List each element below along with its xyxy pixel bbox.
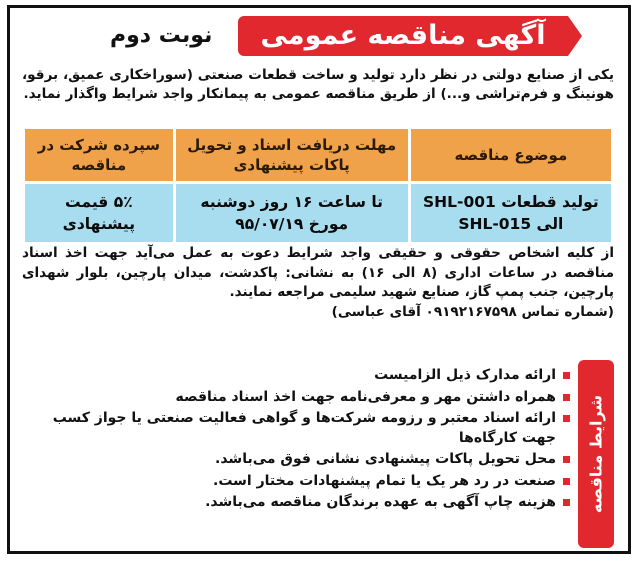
condition-text: هزینه چاپ آگهی به عهده برندگان مناقصه می‌باشد.: [205, 494, 556, 510]
list-item: [22, 409, 570, 448]
bullet-icon: [563, 478, 570, 485]
conditions-side-label: [578, 360, 614, 548]
table-header-row: [25, 129, 611, 181]
bullet-icon: [563, 372, 570, 379]
condition-text: ارائه اسناد معتبر و رزومه شرکت‌ها و گواهی فعالیت صنعتی یا جواز کسب جهت کارگاه‌ها: [52, 410, 556, 446]
ad-header: [88, 14, 568, 58]
condition-text: ارائه مدارک ذیل الزامیست: [374, 367, 556, 383]
bullet-icon: [563, 456, 570, 463]
list-item: [22, 450, 570, 470]
conditions-list: [22, 366, 570, 515]
bullet-icon: [563, 394, 570, 401]
invitation-paragraph: [22, 244, 614, 322]
condition-text: صنعت در رد هر یک یا تمام پیشنهادات مختار است.: [213, 472, 556, 489]
list-item: [22, 472, 570, 492]
cell-deposit: ۵٪ قیمت پیشنهادی: [25, 184, 173, 242]
tender-table: [22, 126, 614, 245]
col-deposit-header: سپرده شرکت در مناقصه: [25, 129, 173, 181]
invitation-text: از کلیه اشخاص حقوقی و حقیقی واجد شرایط دعوت به عمل می‌آید جهت اخذ اسناد مناقصه در ساعات اداری (۸ الی ۱۶) به نشانی: پاکدشت، میدان پارچین، بلوار شهدای پارچین، جنب پمپ گاز، صنایع شهید سلیمی مراجعه نمایند.: [22, 245, 614, 300]
table-row: [25, 184, 611, 242]
condition-text: همراه داشتن مهر و معرفی‌نامه جهت اخذ اسناد مناقصه: [175, 388, 556, 405]
list-item: [22, 388, 570, 408]
bullet-icon: [563, 415, 570, 422]
bullet-icon: [563, 499, 570, 506]
publication-turn: نوبت دوم: [110, 23, 213, 48]
condition-text: محل تحویل پاکات پیشنهادی نشانی فوق می‌باشد.: [215, 451, 556, 467]
col-subject-header: موضوع مناقصه: [411, 129, 611, 181]
ad-title: آگهی مناقصه عمومی: [238, 16, 568, 56]
list-item: [22, 366, 570, 386]
intro-paragraph: یکی از صنایع دولتی در نظر دارد تولید و ساخت قطعات صنعتی (سوراخکاری عمیق، برقو، هونینگ و فرم‌تراشی و...) از طریق مناقصه عمومی به پیمانکار واجد شرایط واگذار نماید.: [22, 67, 614, 102]
list-item: [22, 493, 570, 513]
ad-frame: [7, 5, 631, 554]
conditions-label: شرایط مناقصه: [586, 394, 606, 514]
col-deadline-header: مهلت دریافت اسناد و تحویل پاکات پیشنهادی: [176, 129, 408, 181]
cell-deadline: تا ساعت ۱۶ روز دوشنبه مورخ ۹۵/۰۷/۱۹: [176, 184, 408, 242]
contact-line: (شماره تماس ۰۹۱۹۲۱۶۷۵۹۸ آقای عباسی): [331, 303, 614, 320]
cell-subject: تولید قطعات SHL-001 الی SHL-015: [411, 184, 611, 242]
